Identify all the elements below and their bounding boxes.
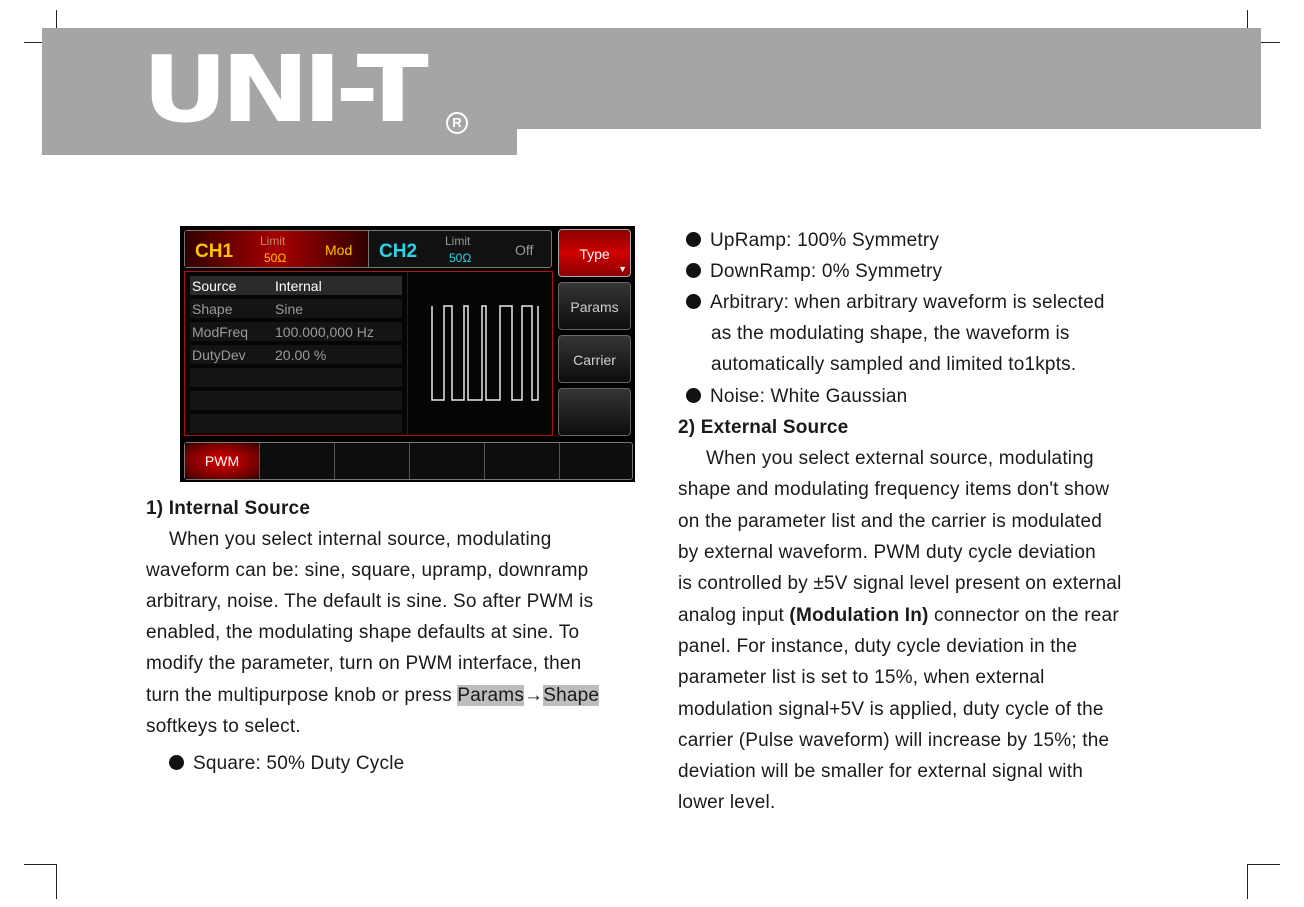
param-row-modfreq[interactable]: ModFreq 100.000,000 Hz — [190, 322, 402, 341]
softkey-carrier[interactable]: Carrier — [558, 335, 631, 383]
tab-empty[interactable] — [485, 443, 560, 479]
param-row-source[interactable]: Source Internal — [190, 276, 402, 295]
softkey-params[interactable]: Params — [558, 282, 631, 330]
left-paragraph-line: arbitrary, noise. The default is sine. So after PWM is — [146, 591, 594, 612]
left-paragraph-line: enabled, the modulating shape defaults at sine. To — [146, 622, 580, 643]
parameter-panel — [184, 271, 553, 436]
ch1-status[interactable] — [185, 231, 368, 267]
left-paragraph-line: waveform can be: sine, square, upramp, downramp — [146, 560, 589, 581]
arbitrary-continued: automatically sampled and limited to1kpts. — [711, 354, 1077, 375]
ch2-label: CH2 — [379, 241, 418, 262]
bullet-noise: Noise: White Gaussian — [686, 381, 907, 412]
left-paragraph-line: modify the parameter, turn on PWM interface, then — [146, 653, 582, 674]
waveform-preview — [407, 272, 553, 435]
bullet-icon — [686, 388, 701, 403]
channel-bar — [184, 230, 552, 268]
bullet-arbitrary: Arbitrary: when arbitrary waveform is selected — [686, 287, 1105, 318]
tab-empty[interactable] — [410, 443, 485, 479]
modulation-in-ref: (Modulation In) — [789, 605, 929, 626]
device-screen — [180, 226, 635, 482]
bullet-icon — [686, 263, 701, 278]
right-paragraph-line: carrier (Pulse waveform) will increase by 15%; the — [678, 730, 1110, 751]
left-paragraph-line: turn the multipurpose knob or press Params→Shape — [146, 685, 600, 706]
param-row-shape[interactable]: Shape Sine — [190, 299, 402, 318]
ch2-status[interactable] — [369, 231, 551, 267]
softkey-type[interactable]: Type ▼ — [558, 229, 631, 277]
right-paragraph-line: by external waveform. PWM duty cycle deviation — [678, 542, 1096, 563]
bullet-icon — [686, 232, 701, 247]
ch2-limit: Limit — [445, 234, 471, 248]
ch1-impedance: 50Ω — [264, 251, 287, 265]
tab-empty[interactable] — [260, 443, 335, 479]
tab-empty[interactable] — [335, 443, 410, 479]
right-paragraph-line: modulation signal+5V is applied, duty cycle of the — [678, 699, 1104, 720]
right-paragraph-line: lower level. — [678, 792, 776, 813]
left-heading: 1) Internal Source — [146, 498, 311, 519]
ch2-impedance: 50Ω — [449, 251, 472, 265]
param-row-dutydev[interactable]: DutyDev 20.00 % — [190, 345, 402, 364]
dropdown-arrow-icon: ▼ — [618, 264, 627, 274]
pwm-waveform-graphic — [408, 272, 553, 435]
crop-mark — [1247, 864, 1280, 865]
right-paragraph-line: parameter list is set to 15%, when external — [678, 667, 1045, 688]
right-paragraph-line: analog input (Modulation In) connector on the rear — [678, 605, 1119, 626]
crop-mark — [24, 864, 57, 865]
bullet-upramp: UpRamp: 100% Symmetry — [686, 225, 939, 256]
ch1-limit: Limit — [260, 234, 286, 248]
right-paragraph-line: When you select external source, modulating — [706, 448, 1094, 469]
bullet-downramp: DownRamp: 0% Symmetry — [686, 256, 942, 287]
right-heading: 2) External Source — [678, 417, 849, 438]
left-paragraph-line: When you select internal source, modulating — [169, 529, 552, 550]
right-paragraph-line: is controlled by ±5V signal level present on external — [678, 573, 1122, 594]
bullet-icon — [169, 755, 184, 770]
right-paragraph-line: shape and modulating frequency items don't show — [678, 479, 1110, 500]
shape-key-ref: Shape — [543, 685, 600, 706]
bullet-icon — [686, 294, 701, 309]
tab-pwm[interactable]: PWM — [185, 443, 260, 479]
brand-logo: UNI-T — [142, 36, 422, 143]
params-key-ref: Params — [457, 685, 525, 706]
ch1-label: CH1 — [195, 241, 234, 262]
arbitrary-continued: as the modulating shape, the waveform is — [711, 323, 1070, 344]
param-row-empty — [190, 414, 402, 433]
softkey-empty[interactable] — [558, 388, 631, 436]
right-paragraph-line: panel. For instance, duty cycle deviation in the — [678, 636, 1078, 657]
crop-mark — [1247, 864, 1248, 899]
registered-mark: R — [446, 112, 468, 134]
mode-tab-bar — [184, 442, 633, 480]
tab-empty[interactable] — [560, 443, 635, 479]
bullet-square: Square: 50% Duty Cycle — [169, 748, 404, 779]
param-row-empty — [190, 368, 402, 387]
ch1-state: Mod — [325, 242, 353, 258]
right-paragraph-line: on the parameter list and the carrier is modulated — [678, 511, 1102, 532]
left-paragraph-line: softkeys to select. — [146, 716, 301, 737]
param-row-empty — [190, 391, 402, 410]
right-paragraph-line: deviation will be smaller for external signal with — [678, 761, 1083, 782]
ch2-state: Off — [515, 242, 534, 258]
crop-mark — [56, 864, 57, 899]
